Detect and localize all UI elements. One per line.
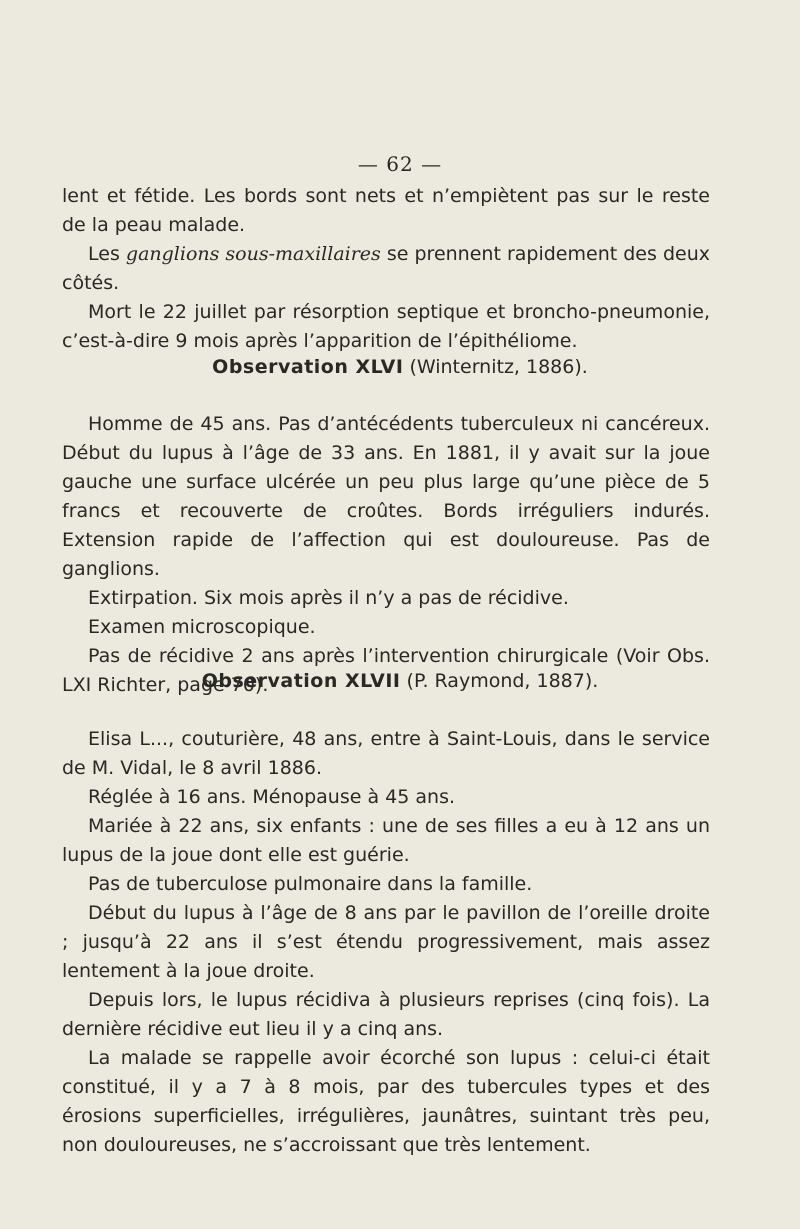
observation-heading-46 xyxy=(0,356,800,378)
observation-heading-47 xyxy=(0,670,800,692)
text-run: se prennent rapidement des deux côtés. xyxy=(62,243,710,294)
paragraph: Homme de 45 ans. Pas d’antécédents tuberculeux ni cancéreux. Début du lupus à l’âge de 33 ans. En 1881, il y avait sur la joue gauche une surface ulcérée un peu plus large qu’une pièce de 5 francs et recouverte de croûtes. Bords irréguliers indurés. Extension rapide de l’affection qui est douloureuse. Pas de ganglions. xyxy=(62,413,710,580)
continuation-text xyxy=(62,182,710,356)
observation-47-body xyxy=(62,725,710,1160)
observation-title: Observation XLVII xyxy=(201,670,401,692)
paragraph: Pas de tuberculose pulmonaire dans la famille. xyxy=(88,873,533,895)
page-number: — 62 — xyxy=(357,152,443,176)
paragraph: Réglée à 16 ans. Ménopause à 45 ans. xyxy=(88,786,456,808)
observation-reference: (P. Raymond, 1887). xyxy=(406,670,599,692)
paragraph: Depuis lors, le lupus récidiva à plusieurs reprises (cinq fois). La dernière récidive eut lieu il y a cinq ans. xyxy=(62,989,710,1040)
paragraph: Examen microscopique. xyxy=(88,616,316,638)
text-run: Les xyxy=(88,243,126,265)
paragraph: La malade se rappelle avoir écorché son lupus : celui-ci était constitué, il y a 7 à 8 mois, par des tubercules types et des érosions superficielles, irrégulières, jaunâtres, suintant très peu, non douloureuses, ne s’accroissant que très lentement. xyxy=(62,1047,710,1156)
observation-reference: (Winternitz, 1886). xyxy=(409,356,588,378)
paragraph: Elisa L..., couturière, 48 ans, entre à Saint-Louis, dans le service de M. Vidal, le 8 avril 1886. xyxy=(62,728,710,779)
paragraph: Extirpation. Six mois après il n’y a pas de récidive. xyxy=(88,587,569,609)
paragraph: Mort le 22 juillet par résorption septique et broncho-pneumonie, c’est-à-dire 9 mois après l’apparition de l’épithéliome. xyxy=(62,301,710,352)
paragraph: Pas de récidive 2 ans après l’intervention chirurgicale (Voir Obs. LXI Richter, page 70). xyxy=(62,645,710,696)
observation-title: Observation XLVI xyxy=(212,356,404,378)
paragraph xyxy=(62,240,710,298)
paragraph: Début du lupus à l’âge de 8 ans par le pavillon de l’oreille droite ; jusqu’à 22 ans il s’est étendu progressivement, mais assez lentement à la joue droite. xyxy=(62,902,710,982)
paragraph: lent et fétide. Les bords sont nets et n’empiètent pas sur le reste de la peau malade. xyxy=(62,185,710,236)
italic-term: ganglions sous-maxillaires xyxy=(125,243,381,265)
paragraph: Mariée à 22 ans, six enfants : une de ses filles a eu à 12 ans un lupus de la joue dont elle est guérie. xyxy=(62,815,710,866)
observation-46-body xyxy=(62,410,710,700)
